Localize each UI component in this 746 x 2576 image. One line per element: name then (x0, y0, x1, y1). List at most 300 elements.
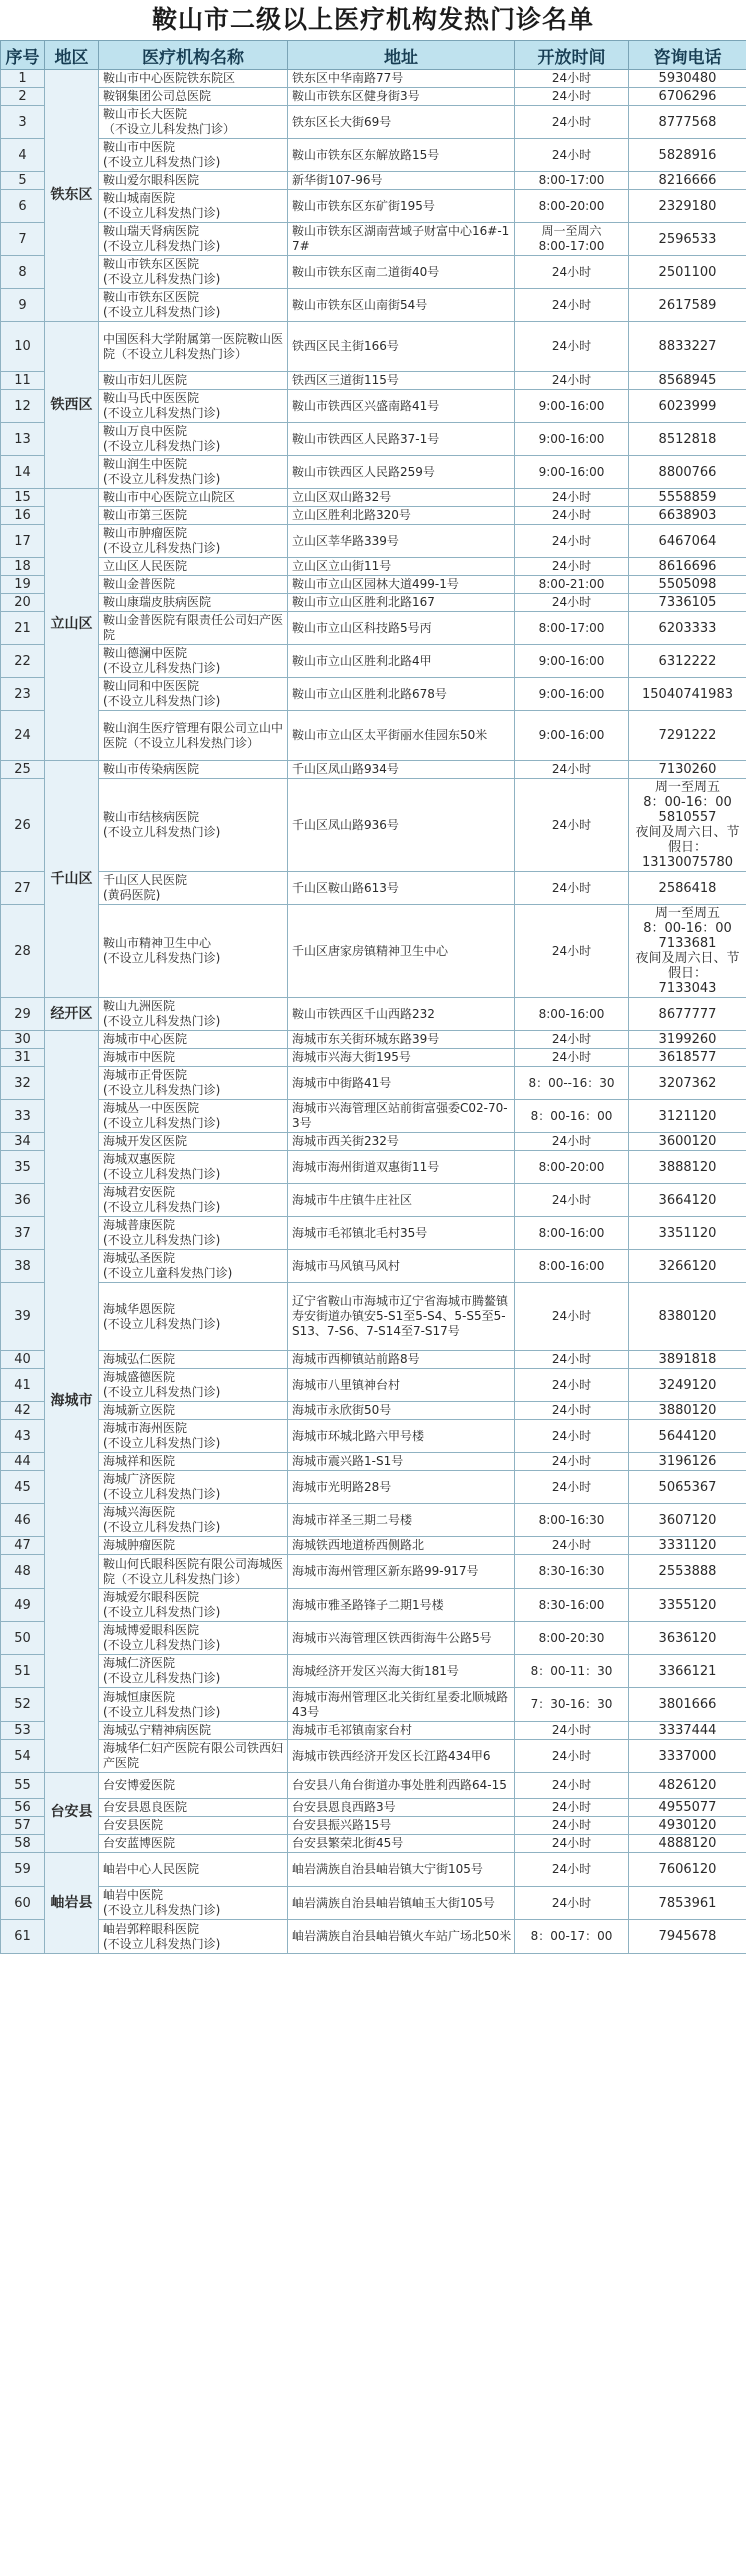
consult-phone: 7336105 (629, 594, 746, 612)
consult-phone: 7945678 (629, 1920, 746, 1954)
table-row (1, 1853, 746, 1887)
hospital-address: 海城市雅圣路锋子二期1号楼 (288, 1589, 515, 1622)
hospital-name: 岫岩中心人民医院 (99, 1853, 288, 1887)
opening-hours: 24小时 (515, 256, 629, 289)
hospital-address: 岫岩满族自治县岫岩镇大宁街105号 (288, 1853, 515, 1887)
table-row (1, 1283, 746, 1351)
hospital-name: 海城华仁妇产医院有限公司铁西妇产医院 (99, 1740, 288, 1773)
consult-phone: 3607120 (629, 1504, 746, 1537)
opening-hours: 24小时 (515, 905, 629, 998)
row-number: 42 (1, 1402, 45, 1420)
hospital-name: 鞍钢集团公司总医院 (99, 88, 288, 106)
hospital-address: 海城市东关街环城东路39号 (288, 1031, 515, 1049)
row-number: 35 (1, 1151, 45, 1184)
hospital-name: 鞍山德澜中医院 (不设立儿科发热门诊) (99, 645, 288, 678)
hospital-address: 铁西区民主街166号 (288, 322, 515, 372)
opening-hours: 24小时 (515, 1133, 629, 1151)
hospital-name: 鞍山市中心医院铁东院区 (99, 70, 288, 88)
hospital-address: 海城市海州街道双惠街11号 (288, 1151, 515, 1184)
hospital-name: 岫岩郭粹眼科医院 (不设立儿科发热门诊) (99, 1920, 288, 1954)
table-row (1, 172, 746, 190)
consult-phone: 6203333 (629, 612, 746, 645)
row-number: 48 (1, 1555, 45, 1589)
row-number: 13 (1, 423, 45, 456)
opening-hours: 24小时 (515, 139, 629, 172)
hospital-address: 鞍山市立山区胜利北路167 (288, 594, 515, 612)
table-row (1, 761, 746, 779)
consult-phone: 7853961 (629, 1887, 746, 1920)
hospital-name: 鞍山金普医院有限责任公司妇产医院 (99, 612, 288, 645)
table-body (1, 70, 746, 1954)
opening-hours: 24小时 (515, 1402, 629, 1420)
header-phone: 咨询电话 (629, 41, 746, 70)
opening-hours: 9:00-16:00 (515, 456, 629, 489)
table-row (1, 678, 746, 711)
hospital-name: 鞍山市铁东区医院 (不设立儿科发热门诊) (99, 289, 288, 322)
opening-hours: 8:00-20:00 (515, 190, 629, 223)
opening-hours: 24小时 (515, 1722, 629, 1740)
row-number: 8 (1, 256, 45, 289)
row-number: 24 (1, 711, 45, 761)
row-number: 37 (1, 1217, 45, 1250)
opening-hours: 24小时 (515, 88, 629, 106)
opening-hours: 24小时 (515, 70, 629, 88)
opening-hours: 8：00-11：30 (515, 1655, 629, 1688)
hospital-name: 海城恒康医院 (不设立儿科发热门诊) (99, 1688, 288, 1722)
hospital-name: 鞍山何氏眼科医院有限公司海城医院（不设立儿科发热门诊） (99, 1555, 288, 1589)
table-row (1, 1250, 746, 1283)
row-number: 45 (1, 1471, 45, 1504)
hospital-name: 鞍山市中医院 (不设立儿科发热门诊) (99, 139, 288, 172)
row-number: 33 (1, 1100, 45, 1133)
hospital-name: 鞍山市长大医院 （不设立儿科发热门诊） (99, 106, 288, 139)
table-row (1, 576, 746, 594)
row-number: 7 (1, 223, 45, 256)
opening-hours: 8:00-16:00 (515, 998, 629, 1031)
hospital-address: 鞍山市铁东区东矿街195号 (288, 190, 515, 223)
header-name: 医疗机构名称 (99, 41, 288, 70)
hospital-address: 鞍山市铁西区人民路37-1号 (288, 423, 515, 456)
opening-hours: 24小时 (515, 1453, 629, 1471)
hospital-name: 中国医科大学附属第一医院鞍山医院（不设立儿科发热门诊） (99, 322, 288, 372)
region-cell: 台安县 (45, 1773, 99, 1853)
opening-hours: 24小时 (515, 1799, 629, 1817)
consult-phone: 6638903 (629, 507, 746, 525)
table-row (1, 1589, 746, 1622)
hospital-name: 鞍山康瑞皮肤病医院 (99, 594, 288, 612)
opening-hours: 8:00-21:00 (515, 576, 629, 594)
hospital-address: 台安县恩良西路3号 (288, 1799, 515, 1817)
hospital-name: 鞍山市结核病医院 (不设立儿科发热门诊) (99, 779, 288, 872)
hospital-name: 鞍山市肿瘤医院 (不设立儿科发热门诊) (99, 525, 288, 558)
consult-phone: 6312222 (629, 645, 746, 678)
row-number: 61 (1, 1920, 45, 1954)
table-row (1, 1504, 746, 1537)
consult-phone: 2617589 (629, 289, 746, 322)
hospital-address: 铁西区三道街115号 (288, 372, 515, 390)
opening-hours: 24小时 (515, 289, 629, 322)
consult-phone: 3618577 (629, 1049, 746, 1067)
opening-hours: 24小时 (515, 1817, 629, 1835)
hospital-address: 海城铁西地道桥西侧路北 (288, 1537, 515, 1555)
consult-phone: 3121120 (629, 1100, 746, 1133)
hospital-name: 鞍山市精神卫生中心 (不设立儿科发热门诊) (99, 905, 288, 998)
opening-hours: 24小时 (515, 761, 629, 779)
table-row (1, 1835, 746, 1853)
hospital-address: 鞍山市立山区科技路5号丙 (288, 612, 515, 645)
row-number: 56 (1, 1799, 45, 1817)
table-row (1, 1351, 746, 1369)
table-row (1, 1453, 746, 1471)
consult-phone: 4955077 (629, 1799, 746, 1817)
hospital-address: 海城市马风镇马风村 (288, 1250, 515, 1283)
hospital-address: 海城市祥圣三期二号楼 (288, 1504, 515, 1537)
hospital-address: 海城市环城北路六甲号楼 (288, 1420, 515, 1453)
hospital-address: 鞍山市铁西区千山西路232 (288, 998, 515, 1031)
table-row (1, 289, 746, 322)
opening-hours: 24小时 (515, 1031, 629, 1049)
consult-phone: 8800766 (629, 456, 746, 489)
table-row (1, 1369, 746, 1402)
table-row (1, 322, 746, 372)
hospital-address: 千山区鞍山路613号 (288, 872, 515, 905)
hospital-name: 鞍山市传染病医院 (99, 761, 288, 779)
hospital-address: 铁东区长大街69号 (288, 106, 515, 139)
hospital-name: 鞍山城南医院 (不设立儿科发热门诊) (99, 190, 288, 223)
consult-phone: 8216666 (629, 172, 746, 190)
row-number: 21 (1, 612, 45, 645)
hospital-name: 鞍山万良中医院 (不设立儿科发热门诊) (99, 423, 288, 456)
page-title: 鞍山市二级以上医疗机构发热门诊名单 (151, 5, 594, 34)
row-number: 55 (1, 1773, 45, 1799)
row-number: 17 (1, 525, 45, 558)
hospital-name: 鞍山润生中医院 (不设立儿科发热门诊) (99, 456, 288, 489)
consult-phone: 3880120 (629, 1402, 746, 1420)
hospital-name: 千山区人民医院 (黄码医院) (99, 872, 288, 905)
row-number: 15 (1, 489, 45, 507)
table-row (1, 1049, 746, 1067)
hospital-address: 海城市海州管理区北关街红星委北顺城路43号 (288, 1688, 515, 1722)
table-row (1, 1740, 746, 1773)
hospital-address: 台安县八角台街道办事处胜利西路64-15 (288, 1773, 515, 1799)
table-row (1, 1887, 746, 1920)
hospital-name: 鞍山市妇儿医院 (99, 372, 288, 390)
hospital-address: 鞍山市铁东区南二道街40号 (288, 256, 515, 289)
table-row (1, 489, 746, 507)
opening-hours: 24小时 (515, 507, 629, 525)
row-number: 53 (1, 1722, 45, 1740)
hospital-name: 鞍山爱尔眼科医院 (99, 172, 288, 190)
hospital-address: 海城市西关街232号 (288, 1133, 515, 1151)
region-cell: 铁东区 (45, 70, 99, 322)
row-number: 18 (1, 558, 45, 576)
opening-hours: 24小时 (515, 1420, 629, 1453)
hospital-address: 鞍山市立山区胜利北路4甲 (288, 645, 515, 678)
hospital-address: 鞍山市铁东区东解放路15号 (288, 139, 515, 172)
opening-hours: 9:00-16:00 (515, 711, 629, 761)
table-row (1, 1471, 746, 1504)
row-number: 47 (1, 1537, 45, 1555)
opening-hours: 8:00-20:00 (515, 1151, 629, 1184)
hospital-name: 海城弘仁医院 (99, 1351, 288, 1369)
row-number: 60 (1, 1887, 45, 1920)
row-number: 30 (1, 1031, 45, 1049)
opening-hours: 周一至周六 8:00-17:00 (515, 223, 629, 256)
hospital-address: 鞍山市立山区园林大道499-1号 (288, 576, 515, 594)
opening-hours: 8：00--16：30 (515, 1067, 629, 1100)
table-row (1, 1184, 746, 1217)
opening-hours: 24小时 (515, 1283, 629, 1351)
consult-phone: 4930120 (629, 1817, 746, 1835)
row-number: 59 (1, 1853, 45, 1887)
header-region: 地区 (45, 41, 99, 70)
opening-hours: 8：00-17：00 (515, 1920, 629, 1954)
row-number: 2 (1, 88, 45, 106)
opening-hours: 24小时 (515, 779, 629, 872)
consult-phone: 15040741983 (629, 678, 746, 711)
consult-phone: 4888120 (629, 1835, 746, 1853)
hospital-name: 海城市中心医院 (99, 1031, 288, 1049)
table-row (1, 1402, 746, 1420)
opening-hours: 24小时 (515, 1537, 629, 1555)
consult-phone: 7291222 (629, 711, 746, 761)
consult-phone: 2586418 (629, 872, 746, 905)
hospital-name: 海城仁济医院 (不设立儿科发热门诊) (99, 1655, 288, 1688)
hospital-name: 海城弘圣医院 (不设立儿童科发热门诊) (99, 1250, 288, 1283)
opening-hours: 24小时 (515, 489, 629, 507)
table-row (1, 1817, 746, 1835)
row-number: 31 (1, 1049, 45, 1067)
hospital-address: 台安县振兴路15号 (288, 1817, 515, 1835)
consult-phone: 8512818 (629, 423, 746, 456)
region-cell: 海城市 (45, 1031, 99, 1773)
opening-hours: 24小时 (515, 558, 629, 576)
table-row (1, 1100, 746, 1133)
hospital-address: 立山区双山路32号 (288, 489, 515, 507)
row-number: 49 (1, 1589, 45, 1622)
table-row (1, 423, 746, 456)
table-row (1, 256, 746, 289)
hospital-name: 海城弘宁精神病医院 (99, 1722, 288, 1740)
opening-hours: 8:00-20:30 (515, 1622, 629, 1655)
hospital-address: 鞍山市铁东区湖南营域子财富中心16#-17# (288, 223, 515, 256)
table-row (1, 1217, 746, 1250)
consult-phone: 5644120 (629, 1420, 746, 1453)
hospital-address: 铁东区中华南路77号 (288, 70, 515, 88)
row-number: 3 (1, 106, 45, 139)
row-number: 51 (1, 1655, 45, 1688)
table-row (1, 106, 746, 139)
consult-phone: 4826120 (629, 1773, 746, 1799)
consult-phone: 2501100 (629, 256, 746, 289)
opening-hours: 9:00-16:00 (515, 645, 629, 678)
opening-hours: 24小时 (515, 1773, 629, 1799)
hospital-name: 海城肿瘤医院 (99, 1537, 288, 1555)
consult-phone: 6467064 (629, 525, 746, 558)
consult-phone: 3196126 (629, 1453, 746, 1471)
row-number: 12 (1, 390, 45, 423)
hospital-name: 海城新立医院 (99, 1402, 288, 1420)
hospital-address: 千山区凤山路936号 (288, 779, 515, 872)
table-row (1, 711, 746, 761)
table-row (1, 1622, 746, 1655)
row-number: 29 (1, 998, 45, 1031)
table-row (1, 88, 746, 106)
hospital-address: 海城市震兴路1-S1号 (288, 1453, 515, 1471)
consult-phone: 5065367 (629, 1471, 746, 1504)
row-number: 23 (1, 678, 45, 711)
opening-hours: 9:00-16:00 (515, 390, 629, 423)
opening-hours: 24小时 (515, 1853, 629, 1887)
row-number: 27 (1, 872, 45, 905)
opening-hours: 8：00-16：00 (515, 1100, 629, 1133)
hospital-address: 海城市兴海大街195号 (288, 1049, 515, 1067)
table-row (1, 456, 746, 489)
hospital-address: 海城市牛庄镇牛庄社区 (288, 1184, 515, 1217)
hospital-address: 海城市中街路41号 (288, 1067, 515, 1100)
table-row (1, 612, 746, 645)
consult-phone: 3636120 (629, 1622, 746, 1655)
opening-hours: 24小时 (515, 1471, 629, 1504)
table-row (1, 1151, 746, 1184)
consult-phone: 3888120 (629, 1151, 746, 1184)
table-row (1, 645, 746, 678)
hospital-address: 辽宁省鞍山市海城市辽宁省海城市腾鳌镇寿安街道办镇安5-S1至5-S4、5-S5至5-S13、7-S6、7-S14至7-S17号 (288, 1283, 515, 1351)
consult-phone: 3664120 (629, 1184, 746, 1217)
table-row (1, 779, 746, 872)
opening-hours: 8:30-16:30 (515, 1555, 629, 1589)
opening-hours: 9:00-16:00 (515, 678, 629, 711)
hospital-address: 海城经济开发区兴海大街181号 (288, 1655, 515, 1688)
region-cell: 立山区 (45, 489, 99, 761)
row-number: 1 (1, 70, 45, 88)
table-row (1, 390, 746, 423)
opening-hours: 9:00-16:00 (515, 423, 629, 456)
consult-phone: 3801666 (629, 1688, 746, 1722)
row-number: 34 (1, 1133, 45, 1151)
table-row (1, 1688, 746, 1722)
table-header-row (1, 41, 746, 70)
hospital-address: 海城市兴海管理区站前街富强委C02-70-3号 (288, 1100, 515, 1133)
hospital-address: 海城市西柳镇站前路8号 (288, 1351, 515, 1369)
consult-phone: 3600120 (629, 1133, 746, 1151)
row-number: 11 (1, 372, 45, 390)
table-row (1, 1133, 746, 1151)
table-row (1, 223, 746, 256)
row-number: 32 (1, 1067, 45, 1100)
hospital-name: 海城广济医院 (不设立儿科发热门诊) (99, 1471, 288, 1504)
hospital-address: 鞍山市铁东区山南街54号 (288, 289, 515, 322)
hospital-name: 岫岩中医院 (不设立儿科发热门诊) (99, 1887, 288, 1920)
consult-phone: 周一至周五 8：00-16：00 7133681 夜间及周六日、节假日： 7133043 (629, 905, 746, 998)
table-row (1, 1420, 746, 1453)
table-row (1, 905, 746, 998)
header-address: 地址 (288, 41, 515, 70)
table-row (1, 70, 746, 88)
hospital-name: 海城盛德医院 (不设立儿科发热门诊) (99, 1369, 288, 1402)
table-row (1, 1773, 746, 1799)
opening-hours: 24小时 (515, 1835, 629, 1853)
consult-phone: 5930480 (629, 70, 746, 88)
row-number: 6 (1, 190, 45, 223)
hospital-name: 海城君安医院 (不设立儿科发热门诊) (99, 1184, 288, 1217)
opening-hours: 24小时 (515, 525, 629, 558)
hospital-address: 新华街107-96号 (288, 172, 515, 190)
consult-phone: 8380120 (629, 1283, 746, 1351)
opening-hours: 8:00-17:00 (515, 612, 629, 645)
table-row (1, 998, 746, 1031)
hospital-name: 鞍山金普医院 (99, 576, 288, 594)
hospital-address: 立山区莘华路339号 (288, 525, 515, 558)
hospital-name: 鞍山市中心医院立山院区 (99, 489, 288, 507)
opening-hours: 8:00-16:00 (515, 1217, 629, 1250)
table-row (1, 190, 746, 223)
header-no: 序号 (1, 41, 45, 70)
consult-phone: 3351120 (629, 1217, 746, 1250)
table-row (1, 372, 746, 390)
consult-phone: 3199260 (629, 1031, 746, 1049)
table-row (1, 139, 746, 172)
consult-phone: 2329180 (629, 190, 746, 223)
hospital-name: 海城兴海医院 (不设立儿科发热门诊) (99, 1504, 288, 1537)
hospital-name: 海城丛一中医医院 (不设立儿科发热门诊) (99, 1100, 288, 1133)
opening-hours: 24小时 (515, 372, 629, 390)
hospital-name: 鞍山市第三医院 (99, 507, 288, 525)
table-row (1, 1537, 746, 1555)
hospital-name: 台安蓝博医院 (99, 1835, 288, 1853)
hospital-address: 海城市永欣街50号 (288, 1402, 515, 1420)
row-number: 43 (1, 1420, 45, 1453)
hospital-name: 海城普康医院 (不设立儿科发热门诊) (99, 1217, 288, 1250)
hospital-name: 鞍山瑞天肾病医院 (不设立儿科发热门诊) (99, 223, 288, 256)
hospital-name: 台安县医院 (99, 1817, 288, 1835)
hospital-name: 台安县恩良医院 (99, 1799, 288, 1817)
row-number: 52 (1, 1688, 45, 1722)
hospital-name: 台安博爱医院 (99, 1773, 288, 1799)
consult-phone: 8777568 (629, 106, 746, 139)
hospital-name: 鞍山市铁东区医院 (不设立儿科发热门诊) (99, 256, 288, 289)
hospital-address: 鞍山市铁西区人民路259号 (288, 456, 515, 489)
row-number: 40 (1, 1351, 45, 1369)
opening-hours: 24小时 (515, 1887, 629, 1920)
consult-phone: 6023999 (629, 390, 746, 423)
hospital-address: 鞍山市立山区太平街丽水佳园东50米 (288, 711, 515, 761)
opening-hours: 24小时 (515, 594, 629, 612)
row-number: 41 (1, 1369, 45, 1402)
hospital-address: 海城市海州管理区新东路99-917号 (288, 1555, 515, 1589)
hospital-name: 立山区人民医院 (99, 558, 288, 576)
opening-hours: 24小时 (515, 1351, 629, 1369)
consult-phone: 6706296 (629, 88, 746, 106)
opening-hours: 8:30-16:00 (515, 1589, 629, 1622)
hospital-name: 海城市海州医院 (不设立儿科发热门诊) (99, 1420, 288, 1453)
row-number: 46 (1, 1504, 45, 1537)
region-cell: 千山区 (45, 761, 99, 998)
row-number: 28 (1, 905, 45, 998)
opening-hours: 24小时 (515, 872, 629, 905)
table-row (1, 872, 746, 905)
opening-hours: 24小时 (515, 322, 629, 372)
consult-phone: 7130260 (629, 761, 746, 779)
table-row (1, 1555, 746, 1589)
consult-phone: 3891818 (629, 1351, 746, 1369)
table-row (1, 1920, 746, 1954)
table-row (1, 507, 746, 525)
hospital-name: 海城市正骨医院 (不设立儿科发热门诊) (99, 1067, 288, 1100)
table-row (1, 1031, 746, 1049)
header-hours: 开放时间 (515, 41, 629, 70)
hospital-name: 海城双惠医院 (不设立儿科发热门诊) (99, 1151, 288, 1184)
